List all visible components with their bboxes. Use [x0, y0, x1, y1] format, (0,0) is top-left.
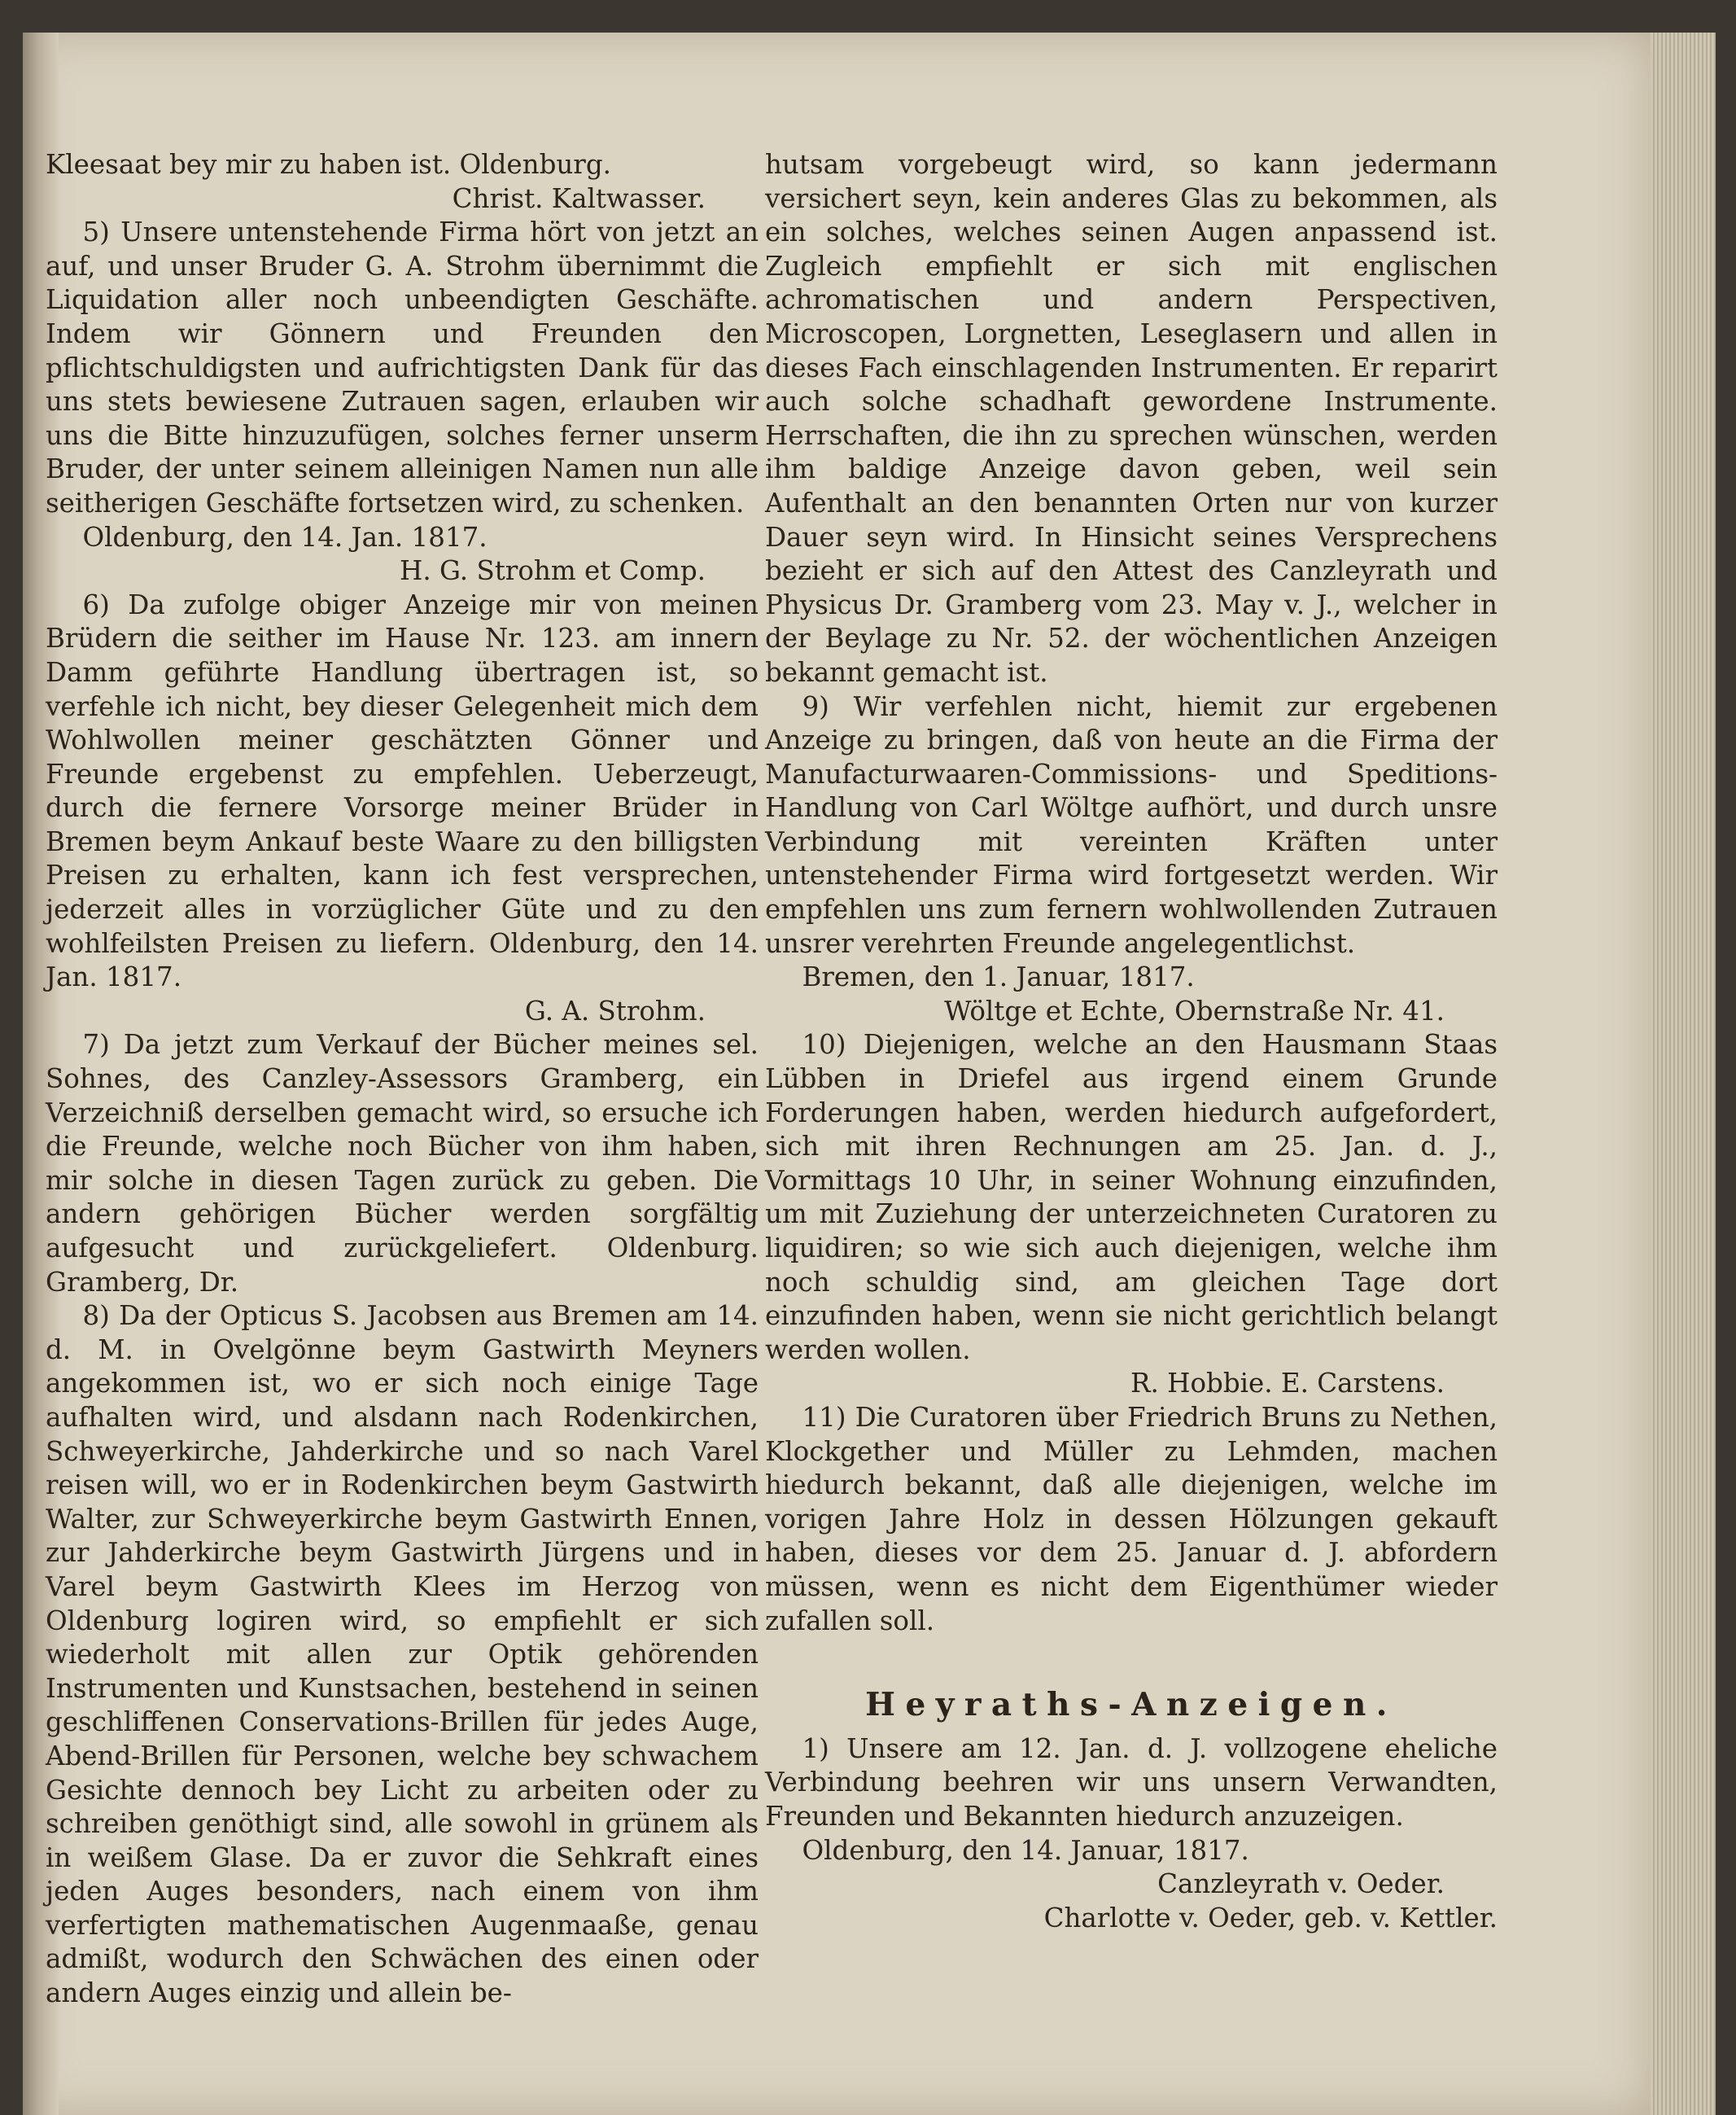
left-paragraph: Kleesaat bey mir zu haben ist. Oldenburg.	[46, 149, 611, 180]
advertisement-9: 9) Wir verfehlen nicht, hiemit zur ergebenen Anzeige zu bringen, daß von heute an die Firma der Manufacturwaaren-Commissions- und Speditions-Handlung von Carl Wöltge aufhört, und durch unsre Verbindung mit vereinten Kräften unter untenstehender Firma wird fortgesetzt werden. Wir empfehlen uns zum fernern wohlwollenden Zutrauen unsrer verehrten Freunde angelegentlichst.	[765, 690, 1498, 959]
advertisement-6: 6) Da zufolge obiger Anzeige mir von meinen Brüdern die seither im Hause Nr. 123. am innern Damm geführte Handlung übertragen ist, so verfehle ich nicht, bey dieser Gelegenheit mich dem Wohlwollen meiner geschätzten Gönner und Freunde ergebenst zu empfehlen. Ueberzeugt, durch die fernere Vorsorge meiner Brüder in Bremen beym Ankauf beste Waare zu den billigsten Preisen zu erhalten, kann ich fest versprechen, jederzeit alles in vorzüglicher Güte und zu den wohlfeilsten Preisen zu liefern. Oldenburg, den 14. Jan. 1817.	[46, 589, 759, 993]
advertisement-5-signature: H. G. Strohm et Comp.	[400, 555, 706, 587]
advertisement-10: 10) Diejenigen, welche an den Hausmann Staas Lübben in Driefel aus irgend einem Grunde Forderungen haben, werden hiedurch aufgefordert, sich mit ihren Rechnungen am 25. Jan. d. J., Vormittags 10 Uhr, in seiner Wohnung einzufinden, um mit Zuziehung der unterzeichneten Curatoren zu liquidiren; so wie sich auch diejenigen, welche ihm noch schuldig sind, am gleichen Tage dort einzufinden haben, wenn sie nicht gerichtlich belangt werden wollen.	[765, 1029, 1498, 1365]
advertisement-5-dateline: Oldenburg, den 14. Jan. 1817.	[82, 521, 488, 553]
page-edge-stack	[1651, 33, 1716, 2115]
advertisement-11: 11) Die Curatoren über Friedrich Bruns zu Nethen, Klockgether und Müller zu Lehmden, machen hiedurch bekannt, daß alle diejenigen, welche im vorigen Jahre Holz in dessen Hölzungen gekauft haben, dieses vor dem 25. Januar d. J. abfordern müssen, wenn es nicht dem Eigenthümer wieder zufallen soll.	[765, 1401, 1498, 1636]
newspaper-page	[23, 33, 1651, 2115]
advertisement-5: 5) Unsere untenstehende Firma hört von jetzt an auf, und unser Bruder G. A. Strohm übernimmt die Liquidation aller noch unbeendigten Geschäfte. Indem wir Gönnern und Freunden den pflichtschuldigsten und aufrichtigsten Dank für das uns stets bewiesene Zutrauen sagen, erlauben wir uns die Bitte hinzuzufügen, solches ferner unserm Bruder, der unter seinem alleinigen Namen nun alle seitherigen Geschäfte fortsetzen wird, zu schenken.	[46, 217, 759, 519]
advertisement-8: 8) Da der Opticus S. Jacobsen aus Bremen am 14. d. M. in Ovelgönne beym Gastwirth Meyners angekommen ist, wo er sich noch einige Tage aufhalten wird, und alsdann nach Rodenkirchen, Schweyerkirche, Jahderkirche und so nach Varel reisen will, wo er in Rodenkirchen beym Gastwirth Walter, zur Schweyerkirche beym Gastwirth Ennen, zur Jahderkirche beym Gastwirth Jürgens und in Varel beym Gastwirth Klees im Herzog von Oldenburg logiren wird, so empfiehlt er sich wiederholt mit allen zur Optik gehörenden Instrumenten und Kunstsachen, bestehend in seinen geschliffenen Conservations-Brillen für jedes Auge, Abend-Brillen für Personen, welche bey schwachem Gesichte dennoch bey Licht zu arbeiten oder zu schreiben genöthigt sind, alle sowohl in grünem als in weißem Glase. Da er zuvor die Sehkraft eines jeden Auges besonders, nach einem von ihm verfertigten mathematischen Augenmaaße, genau admißt, wodurch den Schwächen des einen oder andern Auges einzig und allein be-	[46, 1300, 759, 2009]
marriage-announcement-1: 1) Unsere am 12. Jan. d. J. vollzogene eheliche Verbindung beehren wir uns unsern Verwandten, Freunden und Bekannten hiedurch anzuzeigen.	[765, 1732, 1498, 1832]
advertisement-8-continued: hutsam vorgebeugt wird, so kann jedermann versichert seyn, kein anderes Glas zu bekommen, als ein solches, welches seinen Augen anpassend ist. Zugleich empfiehlt er sich mit englischen achromatischen und andern Perspectiven, Microscopen, Lorgnetten, Leseglasern und allen in dieses Fach einschlagenden Instrumenten. Er reparirt auch solche schadhaft gewordene Instrumente. Herrschaften, die ihn zu sprechen wünschen, werden ihm baldige Anzeige davon geben, weil sein Aufenthalt an den benannten Orten nur von kurzer Dauer seyn wird. In Hinsicht seines Versprechens bezieht er sich auf den Attest des Canzleyrath und Physicus Dr. Gramberg vom 23. May v. J., welcher in der Beylage zu Nr. 52. der wöchentlichen Anzeigen bekannt gemacht ist.	[765, 149, 1498, 688]
marriage-signature-2: Charlotte v. Oeder, geb. v. Kettler.	[1043, 1902, 1498, 1933]
marriage-signature-1: Canzleyrath v. Oeder.	[1157, 1868, 1445, 1900]
section-heading: Heyraths-Anzeigen.	[865, 1686, 1397, 1724]
right-column	[765, 148, 1498, 1935]
advertisement-7: 7) Da jetzt zum Verkauf der Bücher meines sel. Sohnes, des Canzley-Assessors Gramberg, ein Verzeichniß derselben gemacht wird, so ersuche ich die Freunde, welche noch Bücher von ihm haben, mir solche in diesen Tagen zurück zu geben. Die andern gehörigen Bücher werden sorgfältig aufgesucht und zurückgeliefert. Oldenburg. Gramberg, Dr.	[46, 1029, 759, 1298]
marriage-dateline: Oldenburg, den 14. Januar, 1817.	[802, 1834, 1249, 1866]
advertisement-10-signature: R. Hobbie. E. Carstens.	[1130, 1368, 1445, 1399]
advertisement-6-signature: G. A. Strohm.	[524, 995, 706, 1027]
left-column	[46, 148, 759, 2011]
advertisement-9-dateline: Bremen, den 1. Januar, 1817.	[802, 961, 1195, 993]
advertisement-9-signature: Wöltge et Echte, Obernstraße Nr. 41.	[944, 995, 1445, 1027]
left-signature: Christ. Kaltwasser.	[452, 182, 706, 214]
